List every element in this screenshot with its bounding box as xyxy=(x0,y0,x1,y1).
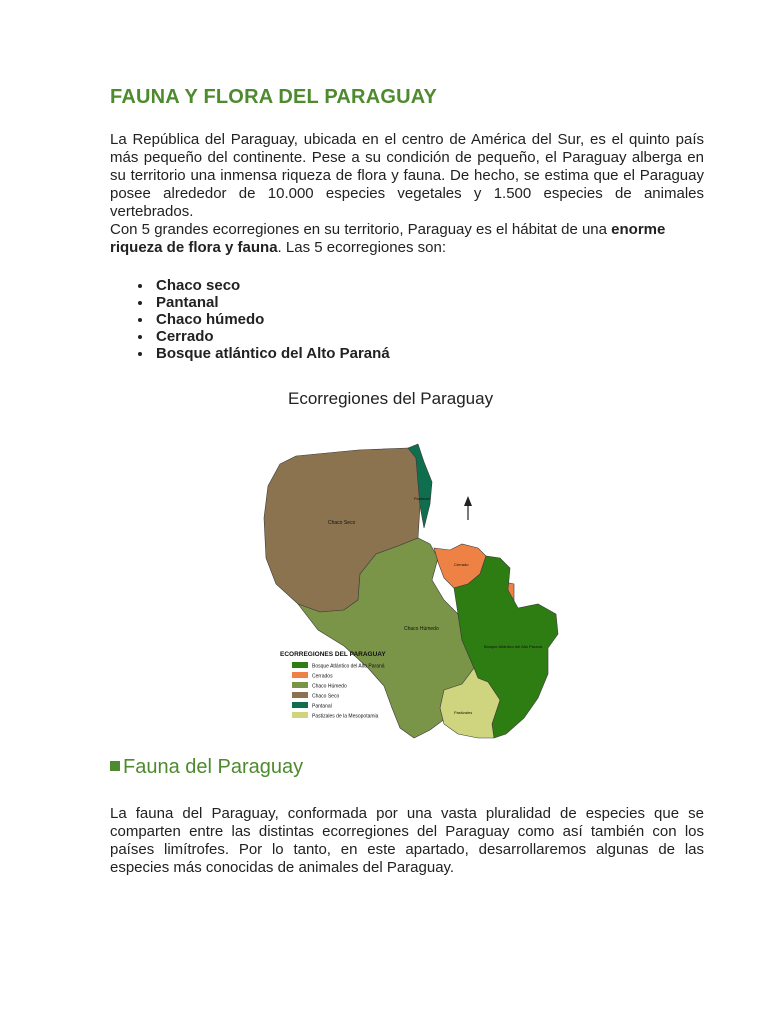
label-pastizales: Pastizales xyxy=(454,710,473,715)
legend-item: Chaco Seco xyxy=(312,693,340,700)
eco-intro-bold: enorme riqueza de flora y fauna xyxy=(110,221,666,256)
eco-intro-end: . Las 5 ecorregiones son: xyxy=(277,239,446,256)
legend-item: Cerrados xyxy=(312,673,333,680)
ecoregions-map xyxy=(248,378,564,752)
intro-paragraph: La República del Paraguay, ubicada en el centro de América del Sur, es el quinto país más pequeño del continente. Pese a su condición de pequeño, el Paraguay alberga en su territorio una inmensa riqueza de flora y fauna. De hecho, se estima que el Paraguay posee alrededor de 10.000 especies vegetales y 1.500 especies de animales vertebrados. xyxy=(110,131,704,220)
map-title: Ecorregiones del Paraguay xyxy=(288,389,494,408)
list-item: Pantanal xyxy=(134,294,390,311)
eco-intro-text: Con 5 grandes ecorregiones en su territorio, Paraguay es el hábitat de una xyxy=(110,221,612,238)
legend-item: Pastizales de la Mesopotamia xyxy=(312,713,379,720)
page-title: FAUNA Y FLORA DEL PARAGUAY xyxy=(110,86,438,108)
list-item: Chaco seco xyxy=(134,277,390,294)
legend-item: Pantanal xyxy=(312,703,332,710)
fauna-heading-text: Fauna del Paraguay xyxy=(123,756,304,778)
legend-item: Bosque Atlántico del Alto Paraná xyxy=(312,663,385,670)
legend-item: Chaco Húmedo xyxy=(312,683,347,690)
bullet-square-icon xyxy=(110,761,120,771)
label-cerrado: Cerrado xyxy=(454,562,469,567)
fauna-paragraph: La fauna del Paraguay, conformada por una vasta pluralidad de especies que se comparten entre las distintas ecorregiones del Paraguay como así también con los países limítrofes. Por lo tanto, en este apartado, desarrollaremos algunas de las especies más conocidas de animales del Paraguay. xyxy=(110,805,704,876)
list-item: Chaco húmedo xyxy=(134,311,390,328)
ecoregions-intro-paragraph xyxy=(110,221,704,257)
label-pantanal: Pantanal xyxy=(414,496,430,501)
label-chaco-seco: Chaco Seco xyxy=(328,520,356,526)
legend-title: ECORREGIONES DEL PARAGUAY xyxy=(280,651,386,658)
list-item: Bosque atlántico del Alto Paraná xyxy=(134,345,390,362)
label-bosque: Bosque Atlántico del Alto Paraná xyxy=(484,644,543,649)
fauna-heading xyxy=(110,756,303,779)
label-chaco-humedo: Chaco Húmedo xyxy=(404,626,439,632)
ecoregions-list xyxy=(134,277,390,362)
list-item: Cerrado xyxy=(134,328,390,345)
